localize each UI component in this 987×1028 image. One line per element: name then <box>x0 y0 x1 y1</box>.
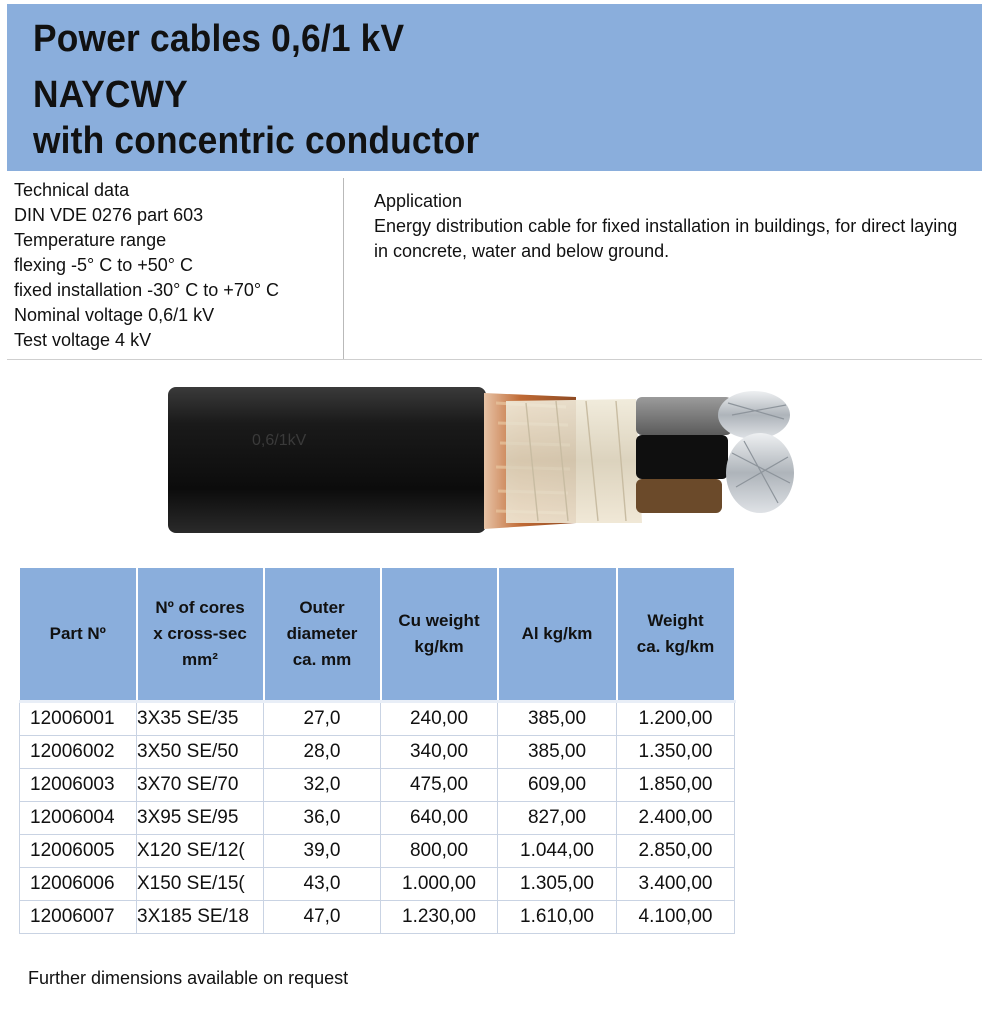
header-outer-diameter: Outer diameter ca. mm <box>264 568 381 702</box>
application-section <box>374 189 964 264</box>
cell-outer: 36,0 <box>264 802 381 835</box>
aluminium-strands-top <box>718 391 790 439</box>
cell-weight: 1.350,00 <box>617 736 735 769</box>
cell-part: 12006006 <box>20 868 137 901</box>
cell-outer: 43,0 <box>264 868 381 901</box>
cell-cores: 3X50 SE/50 <box>137 736 264 769</box>
cell-al: 385,00 <box>498 702 617 736</box>
application-heading: Application <box>374 191 463 211</box>
cell-weight: 1.200,00 <box>617 702 735 736</box>
cell-cu: 240,00 <box>381 702 498 736</box>
cell-cu: 800,00 <box>381 835 498 868</box>
title-banner <box>7 4 982 171</box>
cell-outer: 47,0 <box>264 901 381 934</box>
title-line-1: Power cables 0,6/1 kV <box>33 18 405 60</box>
cell-outer: 28,0 <box>264 736 381 769</box>
core-black <box>636 435 728 479</box>
cell-outer: 39,0 <box>264 835 381 868</box>
core-brown <box>636 479 722 513</box>
cell-part: 12006002 <box>20 736 137 769</box>
cell-al: 1.044,00 <box>498 835 617 868</box>
cell-part: 12006003 <box>20 769 137 802</box>
cell-cores: X150 SE/15( <box>137 868 264 901</box>
cell-al: 1.610,00 <box>498 901 617 934</box>
cell-cores: 3X95 SE/95 <box>137 802 264 835</box>
cell-cu: 1.230,00 <box>381 901 498 934</box>
cell-outer: 27,0 <box>264 702 381 736</box>
cell-part: 12006001 <box>20 702 137 736</box>
header-cu-weight: Cu weight kg/km <box>381 568 498 702</box>
cable-jacket <box>168 387 486 533</box>
header-al-weight: Al kg/km <box>498 568 617 702</box>
core-grey <box>636 397 732 435</box>
cell-weight: 4.100,00 <box>617 901 735 934</box>
cell-al: 1.305,00 <box>498 868 617 901</box>
cable-photo <box>166 383 798 535</box>
spec-table <box>19 567 736 934</box>
table-row <box>20 769 735 802</box>
cell-cu: 475,00 <box>381 769 498 802</box>
technical-temperature-label: Temperature range <box>14 230 167 250</box>
column-divider <box>343 178 344 359</box>
technical-flexing: flexing -5° C to +50° C <box>14 255 193 275</box>
table-row <box>20 802 735 835</box>
cell-cores: 3X185 SE/18 <box>137 901 264 934</box>
technical-standard: DIN VDE 0276 part 603 <box>14 205 204 225</box>
table-row <box>20 736 735 769</box>
technical-test-voltage: Test voltage 4 kV <box>14 330 152 350</box>
cell-weight: 3.400,00 <box>617 868 735 901</box>
section-divider <box>7 359 982 360</box>
cell-part: 12006007 <box>20 901 137 934</box>
application-text: Energy distribution cable for fixed installation in buildings, for direct laying in concrete, water and below ground. <box>374 216 958 261</box>
technical-fixed-installation: fixed installation -30° C to +70° C <box>14 280 280 300</box>
cell-cores: 3X70 SE/70 <box>137 769 264 802</box>
cell-cu: 640,00 <box>381 802 498 835</box>
cell-part: 12006005 <box>20 835 137 868</box>
title-line-2: NAYCWY <box>33 74 188 116</box>
header-part: Part Nº <box>20 568 137 702</box>
footer-note: Further dimensions available on request <box>28 968 349 988</box>
cell-weight: 1.850,00 <box>617 769 735 802</box>
cell-cores: X120 SE/12( <box>137 835 264 868</box>
cell-cu: 340,00 <box>381 736 498 769</box>
cell-part: 12006004 <box>20 802 137 835</box>
cell-al: 827,00 <box>498 802 617 835</box>
table-row <box>20 702 735 736</box>
table-row <box>20 835 735 868</box>
header-cores: Nº of cores x cross-sec mm² <box>137 568 264 702</box>
cell-cu: 1.000,00 <box>381 868 498 901</box>
technical-nominal-voltage: Nominal voltage 0,6/1 kV <box>14 305 215 325</box>
table-row <box>20 901 735 934</box>
cell-al: 385,00 <box>498 736 617 769</box>
title-line-3: with concentric conductor <box>33 120 480 162</box>
cell-weight: 2.850,00 <box>617 835 735 868</box>
cell-weight: 2.400,00 <box>617 802 735 835</box>
header-weight: Weight ca. kg/km <box>617 568 735 702</box>
technical-data <box>14 178 340 353</box>
table-header-row <box>20 568 735 702</box>
technical-heading: Technical data <box>14 180 130 200</box>
table-row <box>20 868 735 901</box>
jacket-print: 0,6/1kV <box>252 432 307 449</box>
cell-cores: 3X35 SE/35 <box>137 702 264 736</box>
cell-outer: 32,0 <box>264 769 381 802</box>
cell-al: 609,00 <box>498 769 617 802</box>
